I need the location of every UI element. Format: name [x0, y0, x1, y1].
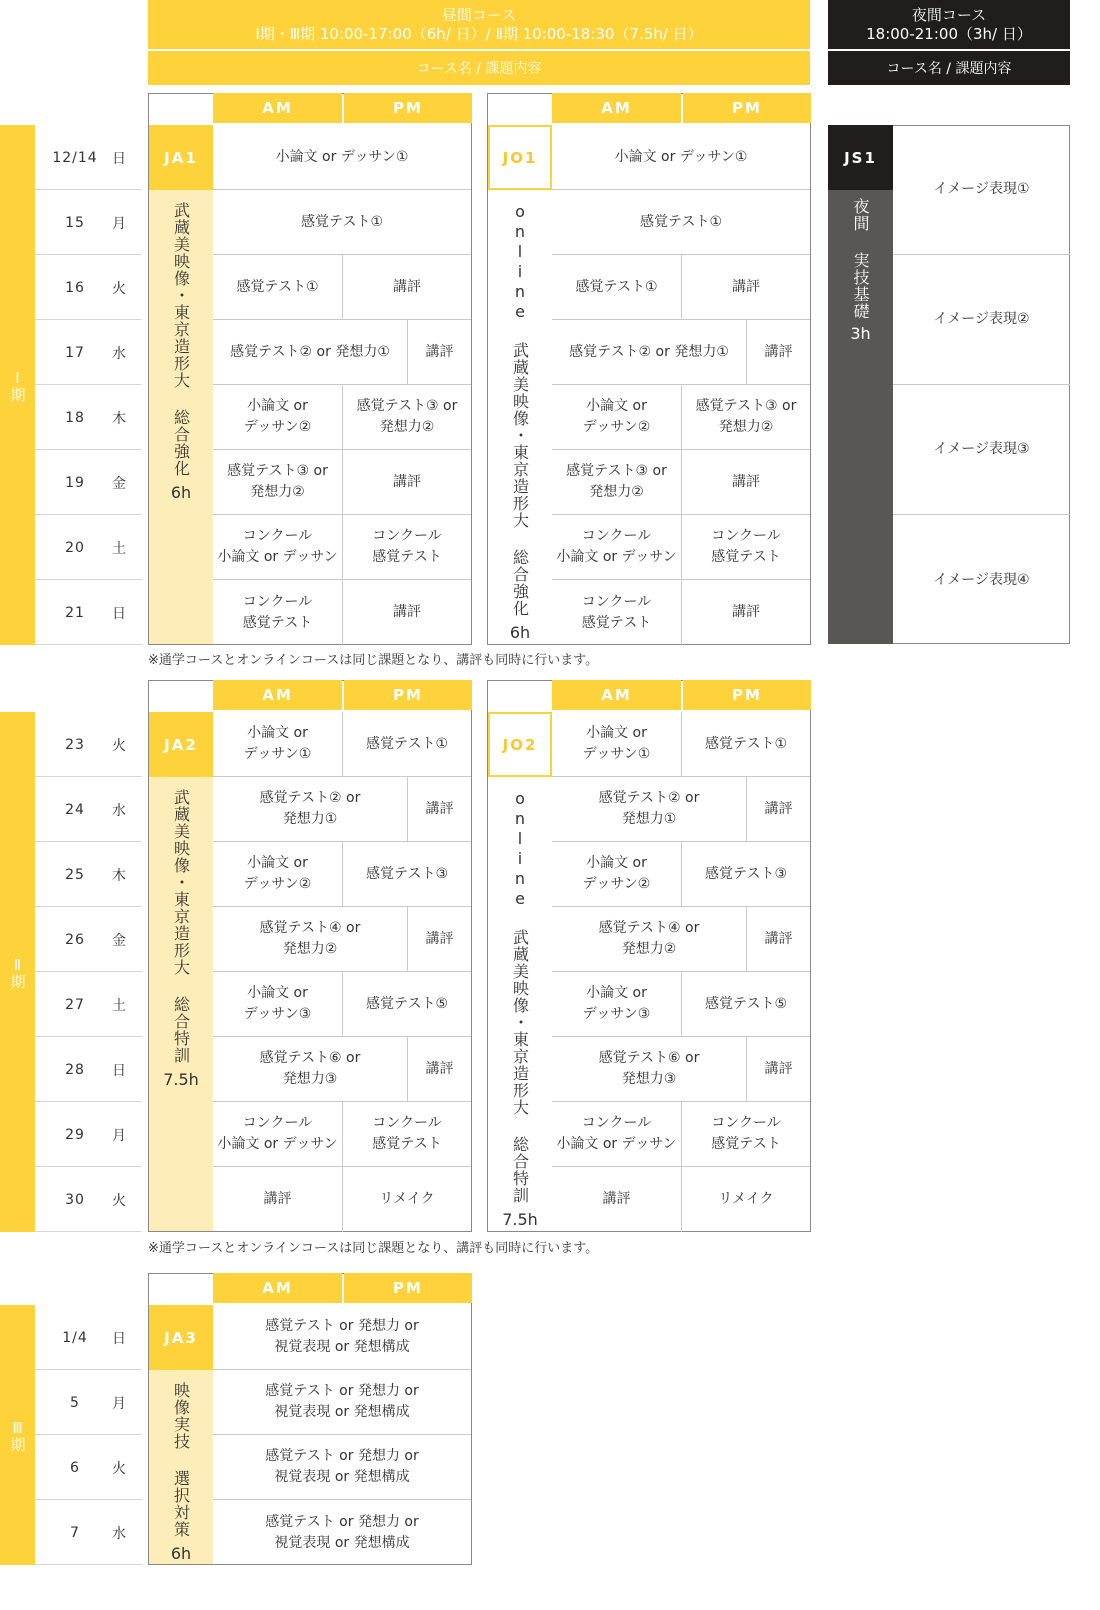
schedule-cell-am: 小論文 or デッサン② — [213, 842, 343, 907]
date-cell: 26 — [65, 931, 85, 948]
weekday-cell: 日 — [112, 150, 126, 167]
schedule-cell: 小論文 or デッサン① — [213, 125, 471, 190]
weekday-cell: 金 — [112, 475, 126, 492]
course-hours: 6h — [170, 1544, 192, 1563]
schedule-cell-pm: 講評 — [408, 320, 471, 385]
schedule-cell-pm: 講評 — [732, 604, 760, 620]
course-code-JA3: JA3 — [149, 1305, 213, 1370]
course-hours: 6h — [509, 623, 531, 642]
course-name-column — [149, 777, 213, 1231]
schedule-cell-pm: リメイク — [718, 1191, 774, 1207]
schedule-cell-pm: コンクール 感覚テスト — [682, 1102, 810, 1167]
schedule-cell: 感覚テスト① — [213, 190, 471, 255]
schedule-cell-pm: 感覚テスト① — [682, 712, 810, 777]
schedule-cell-pm: 講評 — [747, 777, 810, 842]
schedule-cell-pm: 講評 — [393, 604, 421, 620]
schedule-cell-pm: 感覚テスト① — [343, 712, 471, 777]
course-code-JO2: JO2 — [488, 712, 552, 777]
schedule-cell-am: 感覚テスト② or 発想力① — [552, 320, 747, 385]
schedule-cell-am: 講評 — [552, 1167, 682, 1232]
schedule-cell-pm: 感覚テスト③ — [343, 842, 471, 907]
weekday-cell: 日 — [112, 1062, 126, 1079]
schedule-cell-am: 感覚テスト⑥ or 発想力③ — [213, 1037, 408, 1102]
schedule-cell-pm: 講評 — [682, 450, 810, 515]
date-cell: 30 — [65, 1191, 85, 1208]
note-p2: ※通学コースとオンラインコースは同じ課題となり、講評も同時に行います。 — [148, 1241, 599, 1256]
weekday-cell: 月 — [112, 1395, 126, 1412]
weekday-cell: 火 — [112, 737, 126, 754]
pm-header: PM — [683, 93, 811, 123]
night-course-title: 夜間コース — [911, 5, 987, 24]
schedule-cell-pm: 講評 — [408, 907, 471, 972]
schedule-cell-am: コンクール 小論文 or デッサン — [552, 1102, 682, 1167]
schedule-cell-am: 小論文 or デッサン③ — [552, 972, 682, 1037]
course-code-JO1: JO1 — [488, 125, 552, 190]
schedule-cell-am: 感覚テスト④ or 発想力② — [552, 907, 747, 972]
am-header: AM — [552, 93, 681, 123]
course-name-column — [149, 190, 213, 644]
schedule-cell-pm: 感覚テスト⑤ — [343, 972, 471, 1037]
night-course-column — [828, 190, 893, 644]
schedule-cell-am: コンクール 小論文 or デッサン — [213, 515, 343, 580]
course-code-JA1: JA1 — [149, 125, 213, 190]
weekday-cell: 日 — [112, 1330, 126, 1347]
schedule-cell-pm: 講評 — [682, 255, 810, 320]
course-name-column — [488, 190, 552, 644]
schedule-cell-am: コンクール 感覚テスト — [552, 580, 682, 645]
schedule-cell: 感覚テスト or 発想力 or 視覚表現 or 発想構成 — [213, 1435, 471, 1500]
schedule-cell: 感覚テスト or 発想力 or 視覚表現 or 発想構成 — [213, 1370, 471, 1435]
schedule-cell-pm: コンクール 感覚テスト — [682, 515, 810, 580]
schedule-cell-am: コンクール 感覚テスト — [213, 580, 343, 645]
date-cell: 6 — [70, 1459, 80, 1476]
night-code: JS1 — [828, 125, 893, 190]
schedule-cell-pm: 講評 — [343, 255, 471, 320]
night-course-hours: 3h — [850, 324, 871, 343]
schedule-cell-am: 講評 — [213, 1167, 343, 1232]
schedule-cell-am: コンクール 小論文 or デッサン — [552, 515, 682, 580]
course-hours: 7.5h — [502, 1210, 538, 1229]
schedule-cell: 小論文 or デッサン① — [552, 125, 810, 190]
weekday-cell: 火 — [112, 1460, 126, 1477]
schedule-cell-am: 感覚テスト② or 発想力① — [552, 777, 747, 842]
date-cell: 18 — [65, 409, 85, 426]
course-name: online 武蔵美映像・東京造形大 総合強化 — [510, 202, 530, 617]
date-cell: 20 — [65, 539, 85, 556]
date-cell: 5 — [70, 1394, 80, 1411]
schedule-cell-pm: 感覚テスト③ or 発想力② — [343, 385, 471, 450]
day-course-subheader: コース名 / 課題内容 — [148, 51, 810, 85]
date-cell: 28 — [65, 1061, 85, 1078]
date-cell: 24 — [65, 801, 85, 818]
weekday-cell: 火 — [112, 1192, 126, 1209]
day-course-hours: Ⅰ期・Ⅲ期 10:00-17:00（6h/ 日）/ Ⅱ期 10:00-18:30（7.5h/ 日） — [255, 24, 703, 43]
pm-header: PM — [344, 1273, 472, 1303]
weekday-cell: 木 — [112, 410, 126, 427]
schedule-cell-am: 小論文 or デッサン② — [552, 385, 682, 450]
schedule-cell-am: 小論文 or デッサン① — [213, 712, 343, 777]
schedule-cell-am: 小論文 or デッサン③ — [213, 972, 343, 1037]
schedule-cell-pm: 講評 — [408, 777, 471, 842]
period-label-p3: Ⅲ期 — [0, 1305, 35, 1565]
course-hours: 7.5h — [163, 1070, 199, 1089]
am-header: AM — [213, 93, 342, 123]
schedule-cell-pm: 講評 — [343, 450, 471, 515]
schedule-cell-am: 感覚テスト④ or 発想力② — [213, 907, 408, 972]
schedule-cell-am: 感覚テスト② or 発想力① — [213, 320, 408, 385]
note-p1: ※通学コースとオンラインコースは同じ課題となり、講評も同時に行います。 — [148, 653, 599, 668]
weekday-cell: 水 — [112, 802, 126, 819]
schedule-cell-pm: 講評 — [747, 907, 810, 972]
schedule-cell: 感覚テスト or 発想力 or 視覚表現 or 発想構成 — [213, 1305, 471, 1370]
period-label-p2: Ⅱ期 — [0, 712, 35, 1232]
pm-header: PM — [344, 680, 472, 710]
am-header: AM — [552, 680, 681, 710]
weekday-cell: 火 — [112, 280, 126, 297]
date-cell: 17 — [65, 344, 85, 361]
course-hours: 6h — [170, 483, 192, 502]
night-course-name: 夜間 実技基礎 — [851, 198, 870, 320]
course-name-column — [488, 777, 552, 1231]
schedule-cell-pm: 講評 — [747, 320, 810, 385]
schedule-cell-am: 小論文 or デッサン① — [552, 712, 682, 777]
period-label-p1: Ⅰ期 — [0, 125, 35, 645]
schedule-cell-pm: コンクール 感覚テスト — [343, 1102, 471, 1167]
night-cell: イメージ表現① — [893, 125, 1070, 255]
schedule-cell-pm: 感覚テスト③ — [682, 842, 810, 907]
weekday-cell: 水 — [112, 345, 126, 362]
weekday-cell: 月 — [112, 215, 126, 232]
schedule-cell-pm: 講評 — [747, 1037, 810, 1102]
schedule-cell: 感覚テスト or 発想力 or 視覚表現 or 発想構成 — [265, 1513, 419, 1551]
night-course-header — [828, 0, 1070, 49]
schedule-cell-am: 感覚テスト② or 発想力① — [213, 777, 408, 842]
schedule-cell-am: 感覚テスト① — [213, 255, 343, 320]
night-cell: イメージ表現③ — [893, 385, 1070, 515]
night-course-subheader: コース名 / 課題内容 — [828, 51, 1070, 85]
am-header: AM — [213, 680, 342, 710]
date-cell: 21 — [65, 604, 85, 621]
schedule-cell-am: 感覚テスト③ or 発想力② — [213, 450, 343, 515]
course-code-JA2: JA2 — [149, 712, 213, 777]
day-course-header — [148, 0, 810, 49]
date-cell: 16 — [65, 279, 85, 296]
weekday-cell: 水 — [112, 1525, 126, 1542]
date-cell: 12/14 — [52, 149, 98, 166]
pm-header: PM — [683, 680, 811, 710]
date-cell: 23 — [65, 736, 85, 753]
date-cell: 29 — [65, 1126, 85, 1143]
date-cell: 1/4 — [62, 1329, 88, 1346]
course-name: 武蔵美映像・東京造形大 総合特訓 — [171, 789, 191, 1064]
date-cell: 7 — [70, 1524, 80, 1541]
schedule-cell-am: 感覚テスト① — [552, 255, 682, 320]
schedule-cell-am: 感覚テスト③ or 発想力② — [552, 450, 682, 515]
date-cell: 19 — [65, 474, 85, 491]
schedule-cell-am: コンクール 小論文 or デッサン — [213, 1102, 343, 1167]
night-course-hours: 18:00-21:00（3h/ 日） — [866, 24, 1032, 43]
schedule-cell-pm: リメイク — [379, 1191, 435, 1207]
night-cell: イメージ表現④ — [933, 571, 1030, 588]
day-course-title: 昼間コース — [441, 5, 517, 24]
am-header: AM — [213, 1273, 342, 1303]
schedule-cell-am: 小論文 or デッサン② — [213, 385, 343, 450]
weekday-cell: 土 — [112, 540, 126, 557]
pm-header: PM — [344, 93, 472, 123]
schedule-cell-pm: 感覚テスト③ or 発想力② — [682, 385, 810, 450]
schedule-cell-pm: コンクール 感覚テスト — [343, 515, 471, 580]
schedule-cell-am: 感覚テスト⑥ or 発想力③ — [552, 1037, 747, 1102]
weekday-cell: 月 — [112, 1127, 126, 1144]
night-cell: イメージ表現② — [893, 255, 1070, 385]
weekday-cell: 木 — [112, 867, 126, 884]
weekday-cell: 土 — [112, 997, 126, 1014]
date-cell: 25 — [65, 866, 85, 883]
course-name: online 武蔵美映像・東京造形大 総合特訓 — [510, 789, 530, 1204]
schedule-cell-pm: 講評 — [408, 1037, 471, 1102]
course-name: 武蔵美映像・東京造形大 総合強化 — [171, 202, 191, 477]
weekday-cell: 金 — [112, 932, 126, 949]
date-cell: 15 — [65, 214, 85, 231]
course-name-column — [149, 1370, 213, 1564]
schedule-cell-am: 小論文 or デッサン② — [552, 842, 682, 907]
schedule-cell: 感覚テスト① — [552, 190, 810, 255]
course-name: 映像実技 選択対策 — [171, 1382, 191, 1538]
weekday-cell: 日 — [112, 605, 126, 622]
schedule-cell-pm: 感覚テスト⑤ — [682, 972, 810, 1037]
date-cell: 27 — [65, 996, 85, 1013]
